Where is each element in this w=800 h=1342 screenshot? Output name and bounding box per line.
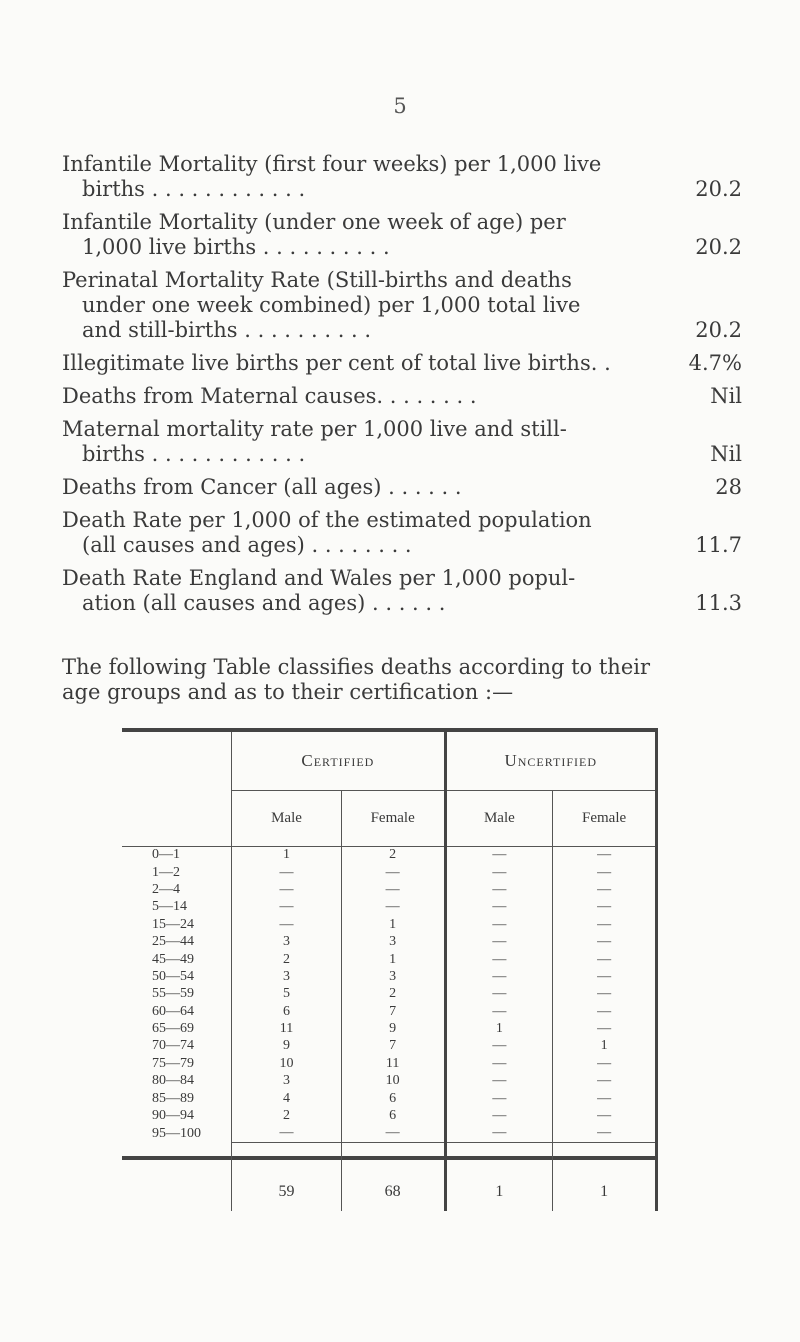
statistics-list [62, 152, 742, 624]
stat-label: Deaths from Cancer (all ages) . . . . . . [62, 475, 462, 499]
uncertified-male-cell: — [445, 951, 553, 968]
certified-male-cell: 11 [232, 1020, 342, 1037]
certified-male-cell: — [232, 864, 342, 881]
table-row [122, 1055, 657, 1072]
stat-value: 20.2 [695, 235, 742, 259]
age-group-cell: 75—79 [152, 1055, 194, 1071]
total-certified-male: 59 [232, 1143, 342, 1212]
uncertified-female-cell: — [553, 968, 657, 985]
table-row [122, 1073, 657, 1090]
certified-female-cell: 1 [341, 916, 445, 933]
certified-male-cell: 3 [232, 968, 342, 985]
age-group-cell: 90—94 [152, 1108, 194, 1124]
stat-death-rate-local [62, 508, 742, 558]
table-row [122, 1125, 657, 1143]
header-uncertified-male: Male [445, 790, 553, 846]
uncertified-female-cell: — [553, 951, 657, 968]
age-group-cell: 65—69 [152, 1021, 194, 1037]
uncertified-male-cell: — [445, 1038, 553, 1055]
certified-male-cell: 2 [232, 951, 342, 968]
stat-infantile-mortality-four-weeks [62, 152, 742, 202]
stat-label: Infantile Mortality (first four weeks) per 1,000 live [62, 152, 602, 176]
certified-male-cell: 3 [232, 933, 342, 950]
age-group-cell: 55—59 [152, 986, 194, 1002]
stat-value: 4.7% [688, 351, 742, 375]
stat-cancer-deaths [62, 475, 742, 500]
totals-row [122, 1143, 657, 1212]
age-group-cell: 45—49 [152, 951, 194, 967]
certified-male-cell: 4 [232, 1090, 342, 1107]
stat-label-cont: births . . . . . . . . . . . . [82, 442, 306, 466]
certified-male-cell: — [232, 916, 342, 933]
uncertified-male-cell: — [445, 1073, 553, 1090]
certified-female-cell: 2 [341, 986, 445, 1003]
uncertified-male-cell: — [445, 1125, 553, 1143]
uncertified-male-cell: — [445, 864, 553, 881]
certified-female-cell: 10 [341, 1073, 445, 1090]
uncertified-female-cell: — [553, 1125, 657, 1143]
page-number: 5 [393, 94, 407, 118]
uncertified-female-cell: — [553, 881, 657, 898]
uncertified-female-cell: — [553, 864, 657, 881]
total-uncertified-female: 1 [553, 1143, 657, 1212]
uncertified-female-cell: — [553, 916, 657, 933]
stat-label-cont: ation (all causes and ages) . . . . . . [82, 591, 446, 615]
certified-male-cell: 6 [232, 1003, 342, 1020]
table-row [122, 1038, 657, 1055]
certified-female-cell: 9 [341, 1020, 445, 1037]
total-certified-female: 68 [341, 1143, 445, 1212]
uncertified-male-cell: — [445, 916, 553, 933]
certified-male-cell: 1 [232, 846, 342, 864]
total-uncertified-male: 1 [445, 1143, 553, 1212]
uncertified-male-cell: 1 [445, 1020, 553, 1037]
header-certified-female: Female [341, 790, 445, 846]
header-uncertified: Uncertified [445, 732, 656, 790]
table-row [122, 1020, 657, 1037]
age-group-cell: 0—1 [152, 847, 180, 863]
certified-male-cell: 9 [232, 1038, 342, 1055]
stat-value: 11.7 [695, 533, 742, 557]
certified-female-cell: 1 [341, 951, 445, 968]
stat-maternal-deaths [62, 384, 742, 409]
uncertified-male-cell: — [445, 1090, 553, 1107]
certified-male-cell: — [232, 899, 342, 916]
stat-value: 20.2 [695, 177, 742, 201]
stat-illegitimate-births [62, 351, 742, 376]
age-group-cell: 15—24 [152, 916, 194, 932]
totals-label-cell [122, 1143, 232, 1212]
table-row [122, 986, 657, 1003]
certified-female-cell: 6 [341, 1107, 445, 1124]
uncertified-male-cell: — [445, 968, 553, 985]
uncertified-female-cell: — [553, 899, 657, 916]
uncertified-female-cell: — [553, 1090, 657, 1107]
certified-female-cell: 3 [341, 933, 445, 950]
corner-cell [122, 790, 232, 846]
stat-value: Nil [710, 384, 742, 408]
uncertified-male-cell: — [445, 1107, 553, 1124]
uncertified-female-cell: — [553, 1020, 657, 1037]
age-group-cell: 2—4 [152, 881, 180, 897]
certified-male-cell: 3 [232, 1073, 342, 1090]
uncertified-female-cell: — [553, 1073, 657, 1090]
deaths-by-age-table [122, 728, 658, 1201]
header-certified-male: Male [232, 790, 342, 846]
uncertified-female-cell: — [553, 1107, 657, 1124]
stat-label: Illegitimate live births per cent of total live births. . [62, 351, 611, 375]
age-group-cell: 25—44 [152, 934, 194, 950]
age-group-cell: 80—84 [152, 1073, 194, 1089]
certified-female-cell: 7 [341, 1003, 445, 1020]
table-row [122, 864, 657, 881]
certified-male-cell: — [232, 1125, 342, 1143]
intro-line: The following Table classifies deaths according to their [62, 655, 651, 679]
stat-label: Infantile Mortality (under one week of age) per [62, 210, 566, 234]
uncertified-female-cell: — [553, 846, 657, 864]
stat-label-cont: births . . . . . . . . . . . . [82, 177, 306, 201]
table-row [122, 846, 657, 864]
stat-label-cont: (all causes and ages) . . . . . . . . [82, 533, 412, 557]
header-certified: Certified [232, 732, 445, 790]
age-group-cell: 60—64 [152, 1003, 194, 1019]
table-intro [62, 655, 742, 705]
age-group-cell: 85—89 [152, 1090, 194, 1106]
corner-cell [122, 732, 232, 790]
table-row [122, 1090, 657, 1107]
stat-label: Perinatal Mortality Rate (Still-births and deaths [62, 268, 572, 292]
uncertified-male-cell: — [445, 881, 553, 898]
stat-value: 11.3 [695, 591, 742, 615]
stat-label-cont: under one week combined) per 1,000 total live [82, 293, 581, 317]
table-row [122, 899, 657, 916]
table-row [122, 916, 657, 933]
stat-label: Death Rate per 1,000 of the estimated population [62, 508, 592, 532]
age-group-cell: 70—74 [152, 1038, 194, 1054]
uncertified-female-cell: — [553, 1003, 657, 1020]
stat-maternal-mortality-rate [62, 417, 742, 467]
uncertified-male-cell: — [445, 986, 553, 1003]
certified-male-cell: 5 [232, 986, 342, 1003]
certified-female-cell: 2 [341, 846, 445, 864]
age-group-cell: 50—54 [152, 968, 194, 984]
uncertified-male-cell: — [445, 846, 553, 864]
certified-male-cell: — [232, 881, 342, 898]
certified-female-cell: 11 [341, 1055, 445, 1072]
certified-female-cell: 6 [341, 1090, 445, 1107]
certified-female-cell: — [341, 899, 445, 916]
uncertified-female-cell: — [553, 986, 657, 1003]
certified-male-cell: 10 [232, 1055, 342, 1072]
stat-label-cont: and still-births . . . . . . . . . . [82, 318, 372, 342]
uncertified-male-cell: — [445, 899, 553, 916]
table-row [122, 951, 657, 968]
stat-value: 28 [715, 475, 742, 499]
certified-female-cell: — [341, 864, 445, 881]
age-group-cell: 5—14 [152, 899, 187, 915]
stat-death-rate-england-wales [62, 566, 742, 616]
certified-female-cell: — [341, 881, 445, 898]
stat-perinatal-mortality [62, 268, 742, 343]
stat-label-cont: 1,000 live births . . . . . . . . . . [82, 235, 390, 259]
uncertified-female-cell: — [553, 1055, 657, 1072]
stat-label: Maternal mortality rate per 1,000 live and still- [62, 417, 567, 441]
certified-female-cell: 3 [341, 968, 445, 985]
stat-label: Deaths from Maternal causes. . . . . . . . [62, 384, 477, 408]
intro-line: age groups and as to their certification :— [62, 680, 514, 704]
uncertified-male-cell: — [445, 933, 553, 950]
table-row [122, 881, 657, 898]
certified-male-cell: 2 [232, 1107, 342, 1124]
stat-value: Nil [710, 442, 742, 466]
table-row [122, 1107, 657, 1124]
table-row [122, 1003, 657, 1020]
uncertified-male-cell: — [445, 1055, 553, 1072]
age-group-cell: 95—100 [152, 1125, 201, 1141]
uncertified-male-cell: — [445, 1003, 553, 1020]
certified-female-cell: 7 [341, 1038, 445, 1055]
uncertified-female-cell: 1 [553, 1038, 657, 1055]
certified-female-cell: — [341, 1125, 445, 1143]
stat-infantile-mortality-one-week [62, 210, 742, 260]
uncertified-female-cell: — [553, 933, 657, 950]
header-uncertified-female: Female [553, 790, 657, 846]
table-row [122, 933, 657, 950]
age-group-cell: 1—2 [152, 864, 180, 880]
stat-label: Death Rate England and Wales per 1,000 popul- [62, 566, 576, 590]
stat-value: 20.2 [695, 318, 742, 342]
table-row [122, 968, 657, 985]
